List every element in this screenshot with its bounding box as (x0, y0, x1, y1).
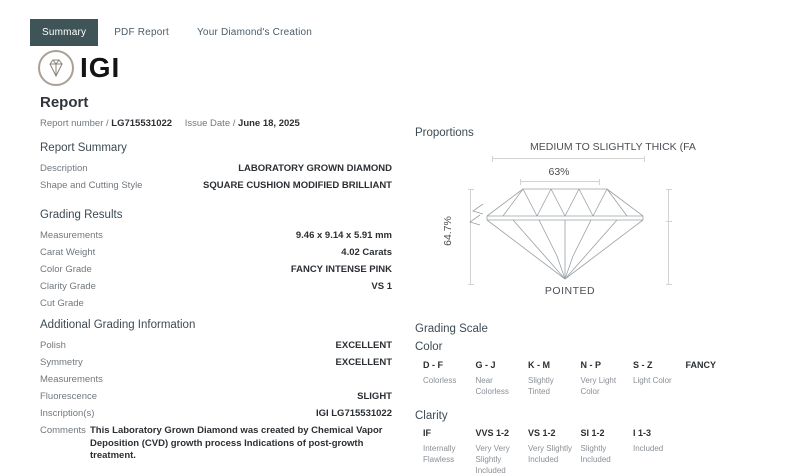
tab-summary[interactable]: Summary (30, 19, 98, 46)
color-scale-item (476, 360, 529, 397)
row-label: Comments (40, 425, 86, 436)
row-value: EXCELLENT (335, 357, 392, 368)
row-value: FANCY INTENSE PINK (290, 264, 392, 275)
color-scale-title: Color (415, 341, 443, 353)
row-symmetry (40, 357, 392, 368)
tab-diamond-creation[interactable]: Your Diamond's Creation (196, 27, 313, 38)
issue-date-value: June 18, 2025 (238, 118, 300, 129)
row-color-grade (40, 264, 392, 275)
color-scale-item (686, 360, 739, 397)
section-title-grading-results: Grading Results (40, 209, 123, 221)
row-clarity-grade (40, 281, 392, 292)
row-shape (40, 180, 392, 191)
grade-desc: Very Slightly Included (528, 444, 573, 464)
color-scale-item (633, 360, 686, 397)
clarity-scale-item (528, 428, 581, 476)
row-value: SQUARE CUSHION MODIFIED BRILLIANT (203, 180, 392, 191)
color-scale-item (423, 360, 476, 397)
grade-desc: Very Light Color (580, 376, 617, 396)
grade-label: K - M (528, 360, 550, 370)
logo-text: IGI (80, 52, 121, 83)
tab-bar (30, 19, 328, 46)
grade-label: N - P (580, 360, 602, 370)
grade-desc: Included (633, 444, 664, 453)
color-scale-item (581, 360, 634, 397)
grade-label: S - Z (633, 360, 653, 370)
grade-label: VVS 1-2 (475, 428, 510, 438)
clarity-scale-item (581, 428, 634, 476)
row-label: Fluorescence (40, 391, 98, 402)
row-carat-weight (40, 247, 392, 258)
row-label: Carat Weight (40, 247, 96, 258)
color-scale-item (528, 360, 581, 397)
diamond-profile-diagram (445, 184, 685, 296)
row-label: Inscription(s) (40, 408, 95, 419)
culet-label: POINTED (544, 285, 596, 297)
row-label: Polish (40, 340, 66, 351)
clarity-scale-title: Clarity (415, 410, 448, 422)
clarity-scale-item (423, 428, 476, 476)
grade-label: I 1-3 (633, 428, 652, 438)
section-title-additional-info: Additional Grading Information (40, 319, 196, 331)
row-description (40, 163, 392, 174)
grade-label: VS 1-2 (528, 428, 556, 438)
row-label: Cut Grade (40, 298, 84, 309)
row-label: Shape and Cutting Style (40, 180, 143, 191)
clarity-scale-item (633, 428, 686, 476)
row-polish (40, 340, 392, 351)
row-label: Color Grade (40, 264, 92, 275)
grade-desc: Light Color (633, 376, 672, 385)
grade-desc: Slightly Tinted (528, 376, 554, 396)
row-fluorescence (40, 391, 392, 402)
row-value: IGI LG715531022 (315, 408, 392, 419)
row-value: LABORATORY GROWN DIAMOND (238, 163, 392, 174)
row-value: EXCELLENT (335, 340, 392, 351)
page-title: Report (40, 94, 89, 111)
section-title-proportions: Proportions (415, 127, 474, 139)
issue-date-label: Issue Date / (184, 118, 236, 129)
row-measurements-2 (40, 374, 392, 385)
proportions-panel (415, 127, 793, 475)
grade-desc: Internally Flawless (423, 444, 456, 464)
row-value: SLIGHT (357, 391, 392, 402)
grade-label: FANCY (685, 360, 717, 370)
section-title-report-summary: Report Summary (40, 142, 127, 154)
row-value: 4.02 Carats (341, 247, 392, 258)
grade-label: G - J (475, 360, 496, 370)
table-percent-label: 63% (548, 166, 570, 178)
girdle-measure-line (492, 158, 645, 163)
row-inscriptions (40, 408, 392, 419)
row-cut-grade (40, 298, 392, 309)
grade-desc: Very Very Slightly Included (475, 444, 510, 475)
diamond-seal-glyph (45, 57, 67, 79)
clarity-scale (423, 428, 686, 476)
row-measurements (40, 230, 392, 241)
row-label: Measurements (40, 374, 103, 385)
report-number-value: LG715531022 (111, 118, 173, 129)
section-title-grading-scale: Grading Scale (415, 323, 488, 335)
row-label: Measurements (40, 230, 103, 241)
report-number-label: Report number / (40, 118, 109, 129)
row-value: 9.46 x 9.14 x 5.91 mm (295, 230, 392, 241)
row-label: Clarity Grade (40, 281, 96, 292)
depth-percent-label: 64.7% (442, 216, 454, 246)
grade-label: D - F (423, 360, 443, 370)
grade-desc: Slightly Included (580, 444, 611, 464)
report-meta (40, 118, 392, 129)
row-label: Description (40, 163, 88, 174)
report-panel (40, 94, 392, 463)
comments-text: This Laboratory Grown Diamond was created by Chemical Vapor Deposition (CVD) growth process Indications of post-growth treatment. (90, 425, 383, 461)
grade-desc: Colorless (423, 376, 457, 385)
tab-pdf-report[interactable]: PDF Report (114, 27, 169, 38)
color-scale (423, 360, 738, 397)
row-value: VS 1 (371, 281, 392, 292)
grade-label: SI 1-2 (580, 428, 605, 438)
grade-label: IF (423, 428, 431, 438)
clarity-scale-item (476, 428, 529, 476)
girdle-thickness-label: MEDIUM TO SLIGHTLY THICK (FA (530, 141, 696, 153)
row-comments (40, 425, 392, 463)
row-label: Symmetry (40, 357, 83, 368)
igi-logo (38, 50, 120, 86)
grade-desc: Near Colorless (475, 376, 509, 396)
igi-seal-icon (38, 50, 74, 86)
